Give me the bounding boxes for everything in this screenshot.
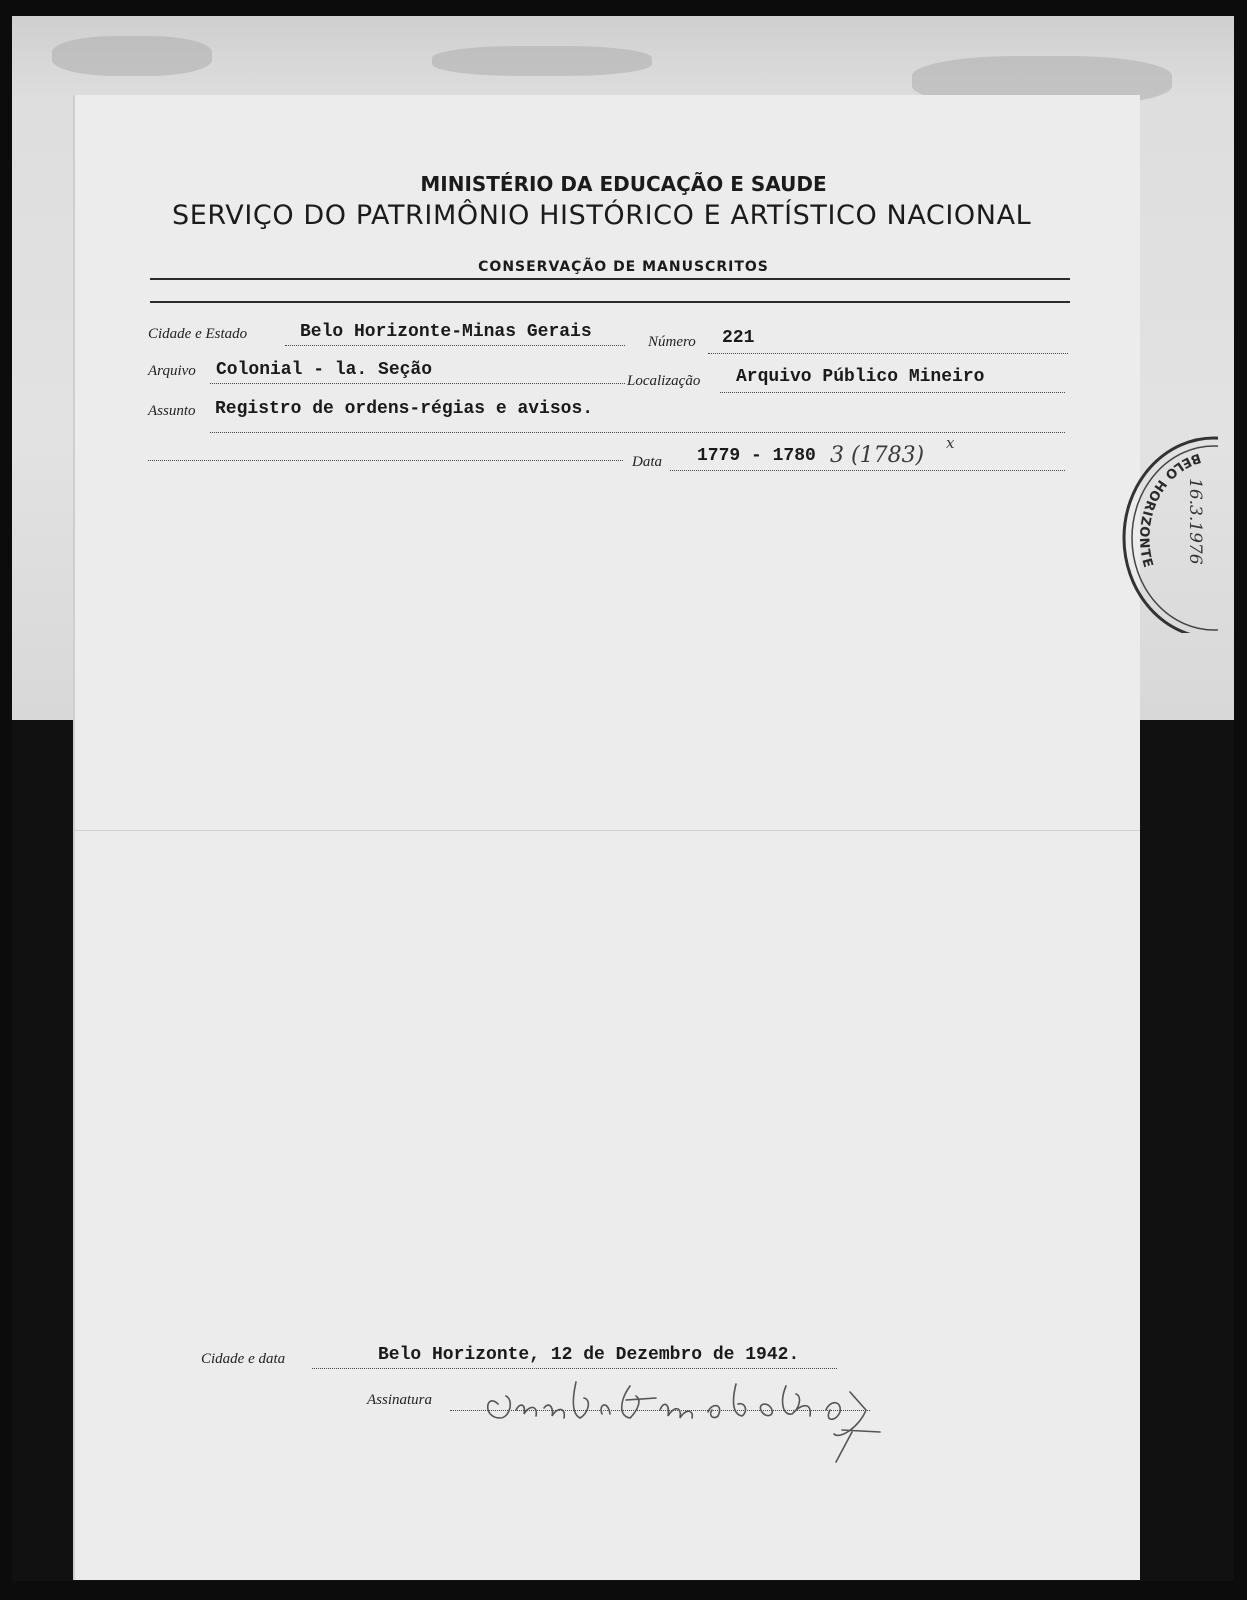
arquivo-label: Arquivo — [148, 363, 196, 379]
numero-label: Número — [648, 334, 696, 350]
dotted-line — [148, 460, 623, 461]
stamp-text: BELO HORIZONTE — [1135, 449, 1203, 571]
numero-value: 221 — [722, 328, 755, 348]
assunto-value: Registro de ordens-régias e avisos. — [215, 399, 594, 419]
fold-line — [75, 830, 1140, 831]
ministry-title: MINISTÉRIO DA EDUCAÇÃO E SAUDE — [420, 172, 827, 196]
cidade-estado-value: Belo Horizonte-Minas Gerais — [300, 322, 592, 342]
cidade-data-label: Cidade e data — [201, 1351, 286, 1367]
data-handwritten-annotation: 3 (1783) — [830, 443, 925, 468]
data-value: 1779 - 1780 — [697, 446, 816, 466]
cidade-estado-label: Cidade e Estado — [148, 326, 248, 342]
header-rule-bottom — [150, 301, 1070, 303]
handwritten-signature — [480, 1370, 900, 1475]
dotted-line — [285, 345, 625, 346]
dotted-line — [708, 353, 1068, 354]
section-title: CONSERVAÇÃO DE MANUSCRITOS — [478, 259, 769, 275]
cidade-data-value: Belo Horizonte, 12 de Dezembro de 1942. — [378, 1345, 800, 1365]
localizacao-label: Localização — [627, 373, 701, 389]
dotted-line — [210, 432, 1065, 433]
stain — [432, 46, 652, 76]
arquivo-value: Colonial - la. Seção — [216, 360, 433, 380]
assinatura-label: Assinatura — [367, 1392, 433, 1408]
data-label: Data — [632, 454, 662, 470]
localizacao-value: Arquivo Público Mineiro — [736, 367, 985, 387]
dotted-line — [670, 470, 1065, 471]
assunto-label: Assunto — [148, 403, 196, 419]
dotted-line — [720, 392, 1065, 393]
dotted-line — [210, 383, 625, 384]
stain — [52, 36, 212, 76]
stamp-date: 16.3.1976 — [1185, 478, 1205, 565]
archive-stamp — [1118, 428, 1218, 638]
data-handwritten-mark: x — [946, 434, 955, 452]
dotted-line — [312, 1368, 837, 1369]
header-rule-top — [150, 278, 1070, 280]
service-title: SERVIÇO DO PATRIMÔNIO HISTÓRICO E ARTÍSTICO NACIONAL — [172, 200, 1032, 231]
